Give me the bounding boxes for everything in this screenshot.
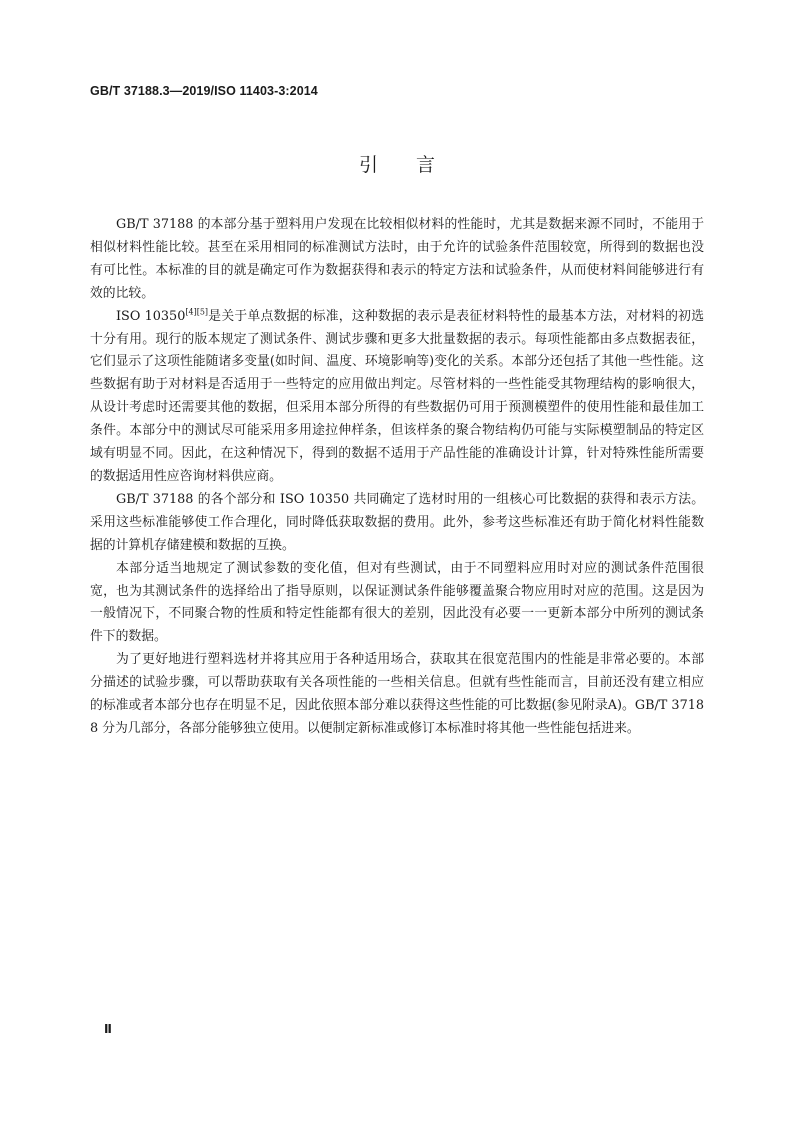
introduction-body (90, 214, 704, 741)
paragraph-3: GB/T 37188 的各个部分和 ISO 10350 共同确定了选材时用的一组核心可比数据的获得和表示方法。采用这些标准能够使工作合理化，同时降低获取数据的费用。此外，参考这些标准还有助于简化材料性能数据的计算机存储建模和数据的互换。 (90, 491, 704, 553)
paragraph-2-text: 是关于单点数据的标准，这种数据的表示是表征材料特性的最基本方法，对材料的初选十分有用。现行的版本规定了测试条件、测试步骤和更多大批量数据的表示。每项性能都由多点数据表征，它们显示了这项性能随诸多变量(如时间、温度、环境影响等)变化的关系。本部分还包括了其他一些性能。这些数据有助于对材料是否适用于一些特定的应用做出判定。尽管材料的一些性能受其物理结构的影响很大，从设计考虑时还需要其他的数据，但采用本部分所得的有些数据仍可用于预测模塑件的使用性能和最佳加工条件。本部分中的测试尽可能采用多用途拉伸样条，但该样条的聚合物结构仍可能与实际模塑制品的特定区域有明显不同。因此，在这种情况下，得到的数据不适用于产品性能的准确设计计算，针对特殊性能所需要的数据适用性应咨询材料供应商。 (90, 308, 705, 484)
standard-code-header: GB/T 37188.3—2019/ISO 11403-3:2014 (90, 84, 318, 98)
paragraph-1: GB/T 37188 的本部分基于塑料用户发现在比较相似材料的性能时，尤其是数据来源不同时，不能用于相似材料性能比较。甚至在采用相同的标准测试方法时，由于允许的试验条件范围较宽，所得到的数据也没有可比性。本标准的目的就是确定可作为数据获得和表示的特定方法和试验条件，从而使材料间能够进行有效的比较。 (90, 217, 704, 301)
paragraph-2-lead: ISO 10350 (116, 308, 186, 324)
paragraph-2 (90, 306, 704, 489)
page-number: Ⅱ (104, 1022, 112, 1036)
reference-citation: [4][5] (185, 307, 209, 317)
paragraph-5: 为了更好地进行塑料选材并将其应用于各种适用场合，获取其在很宽范围内的性能是非常必要的。本部分描述的试验步骤，可以帮助获取有关各项性能的一些相关信息。但就有些性能而言，目前还没有建立相应的标准或者本部分也存在明显不足，因此依照本部分难以获得这些性能的可比数据(参见附录A)。GB/T 37188 分为几部分，各部分能够独立使用。以便制定新标准或修订本标准时将其他一些性能包括进来。 (90, 652, 704, 736)
paragraph-4: 本部分适当地规定了测试参数的变化值，但对有些测试，由于不同塑料应用时对应的测试条件范围很宽，也为其测试条件的选择给出了指导原则，以保证测试条件能够覆盖聚合物应用时对应的范围。这是因为一般情况下，不同聚合物的性质和特定性能都有很大的差别，因此没有必要一一更新本部分中所列的测试条件下的数据。 (90, 560, 704, 645)
page-title: 引言 (358, 154, 473, 176)
